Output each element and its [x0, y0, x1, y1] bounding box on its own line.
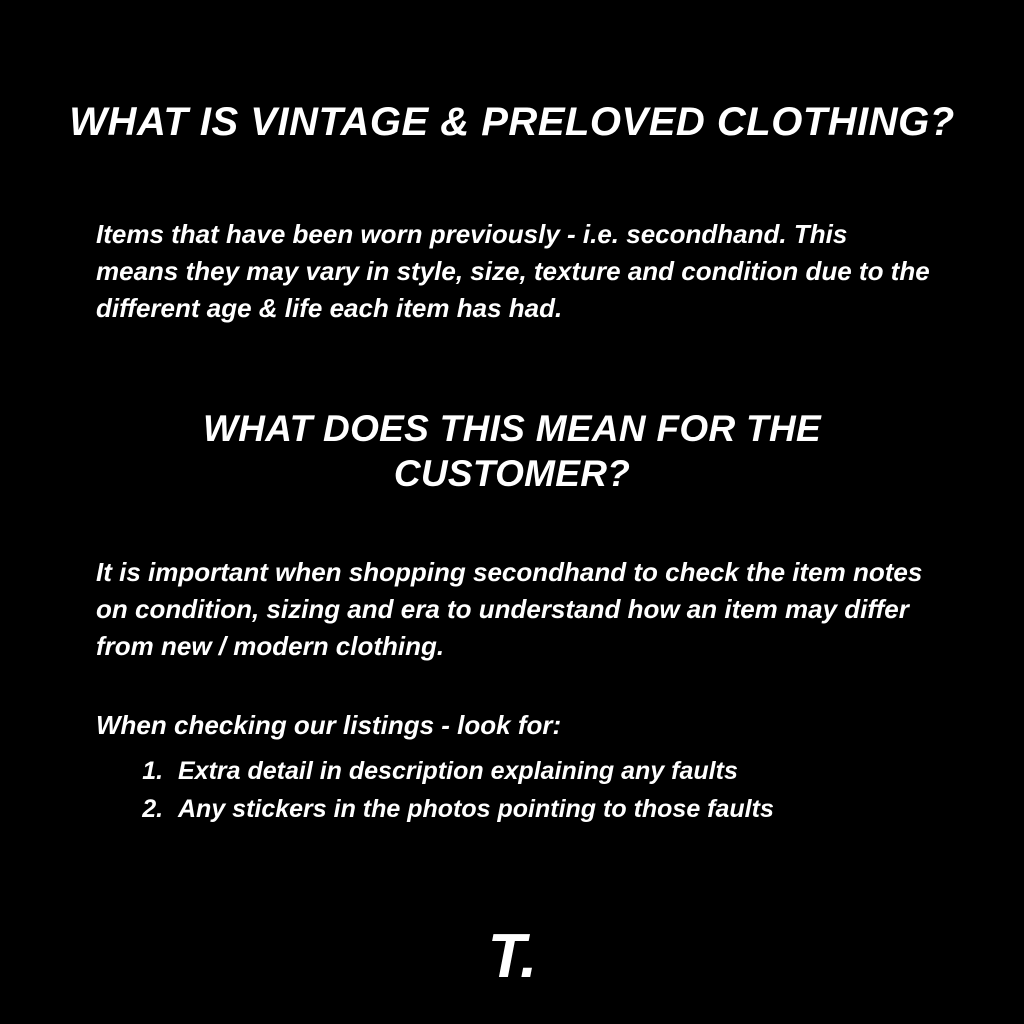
t-period-logo-icon: T. — [487, 922, 537, 991]
guidance-paragraph: It is important when shopping secondhand to check the item notes on condition, sizing and era to understand how an item may differ from new / modern clothing. — [96, 557, 923, 661]
brand-logo — [0, 922, 1024, 991]
definition-paragraph: Items that have been worn previously - i.e. secondhand. This means they may vary in style, size, texture and condition due to the different age & life each item has had. — [96, 219, 930, 323]
page-title: WHAT IS VINTAGE & PRELOVED CLOTHING? — [69, 99, 955, 144]
section-heading-customer: WHAT DOES THIS MEAN FOR THE CUSTOMER? — [203, 407, 821, 494]
list-item: 2. Any stickers in the photos pointing to those faults — [170, 790, 990, 828]
checklist-lead-in: When checking our listings - look for: — [96, 710, 562, 740]
checklist — [118, 752, 990, 828]
list-item: 1. Extra detail in description explaining any faults — [170, 752, 990, 790]
